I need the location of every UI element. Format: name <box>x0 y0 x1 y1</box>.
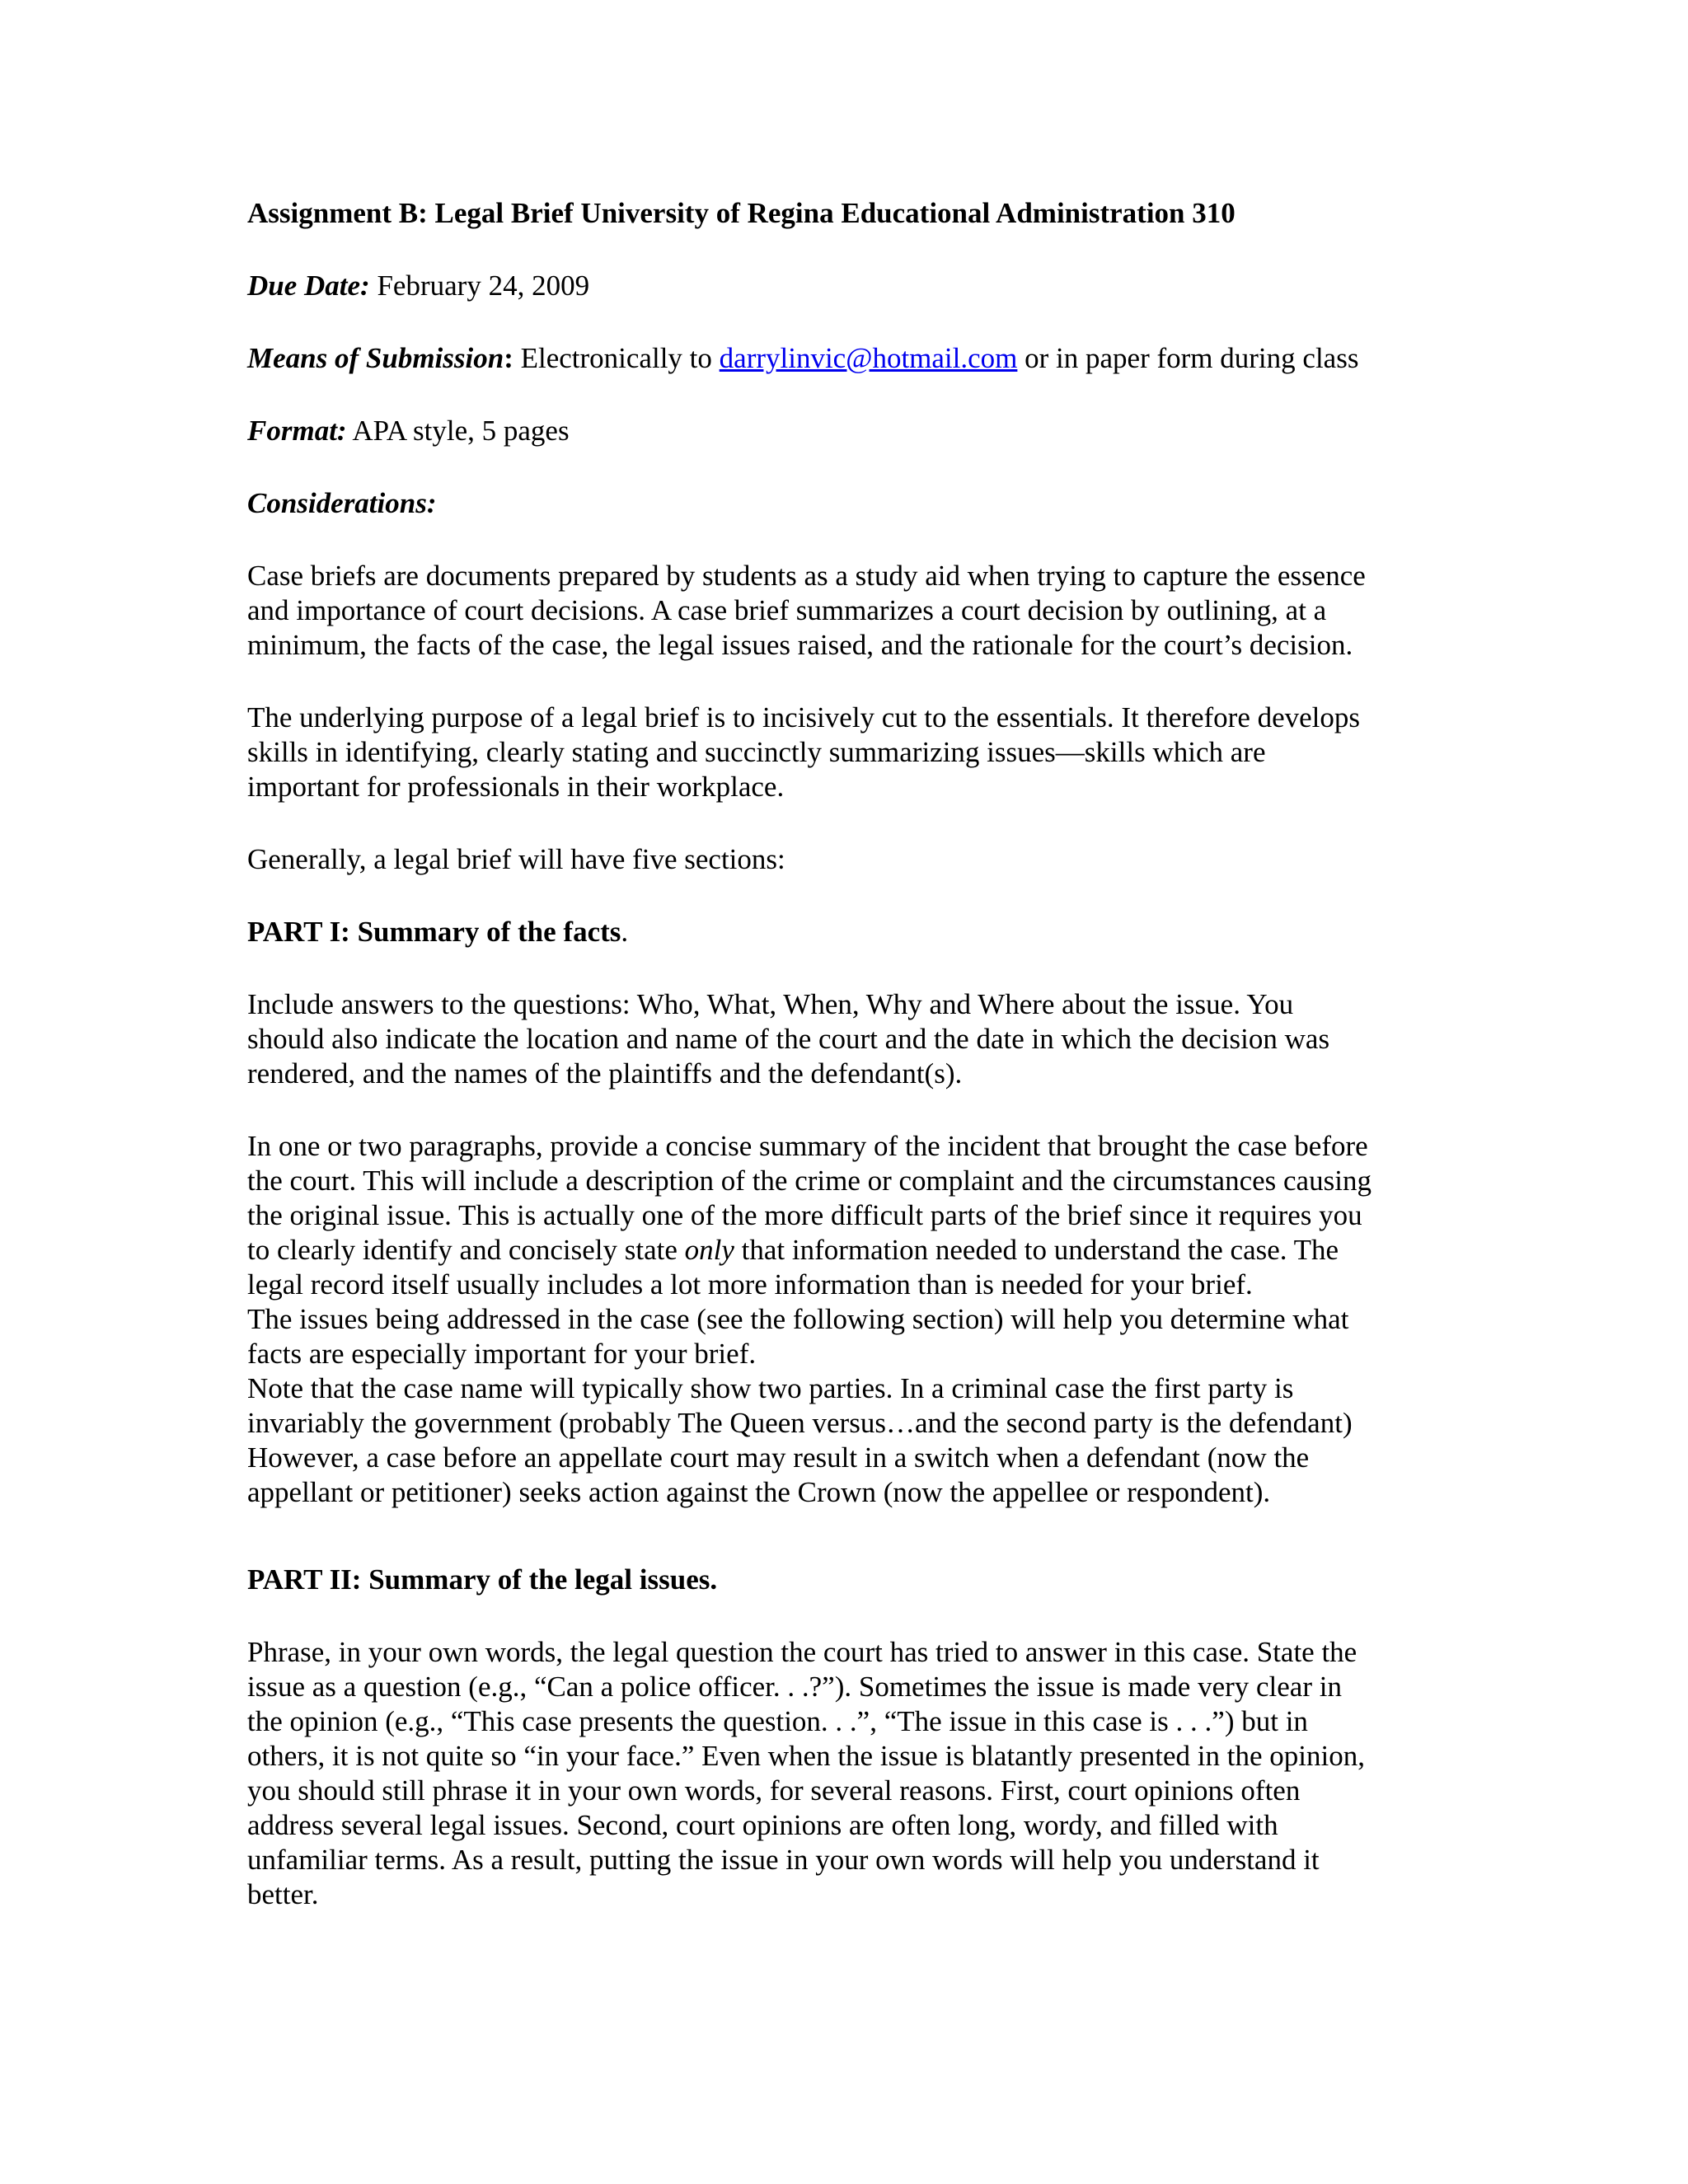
part-1-heading-period: . <box>621 916 629 948</box>
submission-suffix: or in paper form during class <box>1017 342 1359 374</box>
line-text: to clearly identify and concisely state <box>247 1234 685 1266</box>
part-1-heading <box>247 915 1434 949</box>
paragraph-line: Include answers to the questions: Who, What, When, Why and Where about the issue. You <box>247 988 1294 1020</box>
paragraph-line: invariably the government (probably The Queen versus…and the second party is the defendant) <box>247 1407 1353 1439</box>
due-date-line <box>247 269 1434 303</box>
considerations-heading: Considerations: <box>247 487 437 519</box>
part-2-heading: PART II: Summary of the legal issues. <box>247 1563 718 1596</box>
part-1-heading-text: PART I: Summary of the facts <box>247 916 621 948</box>
paragraph-line: legal record itself usually includes a lot more information than is needed for your brief. <box>247 1268 1253 1301</box>
paragraph-line: address several legal issues. Second, court opinions are often long, wordy, and filled with <box>247 1809 1278 1841</box>
submission-label: Means of Submission <box>247 342 504 374</box>
paragraph-line: However, a case before an appellate court may result in a switch when a defendant (now the <box>247 1441 1310 1474</box>
submission-prefix: Electronically to <box>513 342 720 374</box>
paragraph-line: Note that the case name will typically show two parties. In a criminal case the first party is <box>247 1372 1294 1404</box>
due-date-label: Due Date: <box>247 269 370 302</box>
paragraph-line: the opinion (e.g., “This case presents the question. . .”, “The issue in this case is . . .”) but in <box>247 1705 1308 1737</box>
paragraph-line: minimum, the facts of the case, the legal issues raised, and the rationale for the court’s decision. <box>247 629 1353 661</box>
paragraph-line: Phrase, in your own words, the legal question the court has tried to answer in this case. State the <box>247 1636 1357 1668</box>
paragraph-line: Case briefs are documents prepared by students as a study aid when trying to capture the essence <box>247 560 1366 592</box>
paragraph-line: the court. This will include a description of the crime or complaint and the circumstances causing <box>247 1165 1372 1197</box>
line-text: that information needed to understand the case. The <box>734 1234 1339 1266</box>
due-date-value: February 24, 2009 <box>369 269 590 302</box>
paragraph-line: better. <box>247 1878 319 1910</box>
intro-paragraph-3: Generally, a legal brief will have five sections: <box>247 843 785 875</box>
paragraph-line: skills in identifying, clearly stating and succinctly summarizing issues—skills which are <box>247 736 1266 768</box>
paragraph-line: The issues being addressed in the case (see the following section) will help you determine what <box>247 1303 1349 1335</box>
part-2-paragraph-1 <box>247 1635 1434 1912</box>
part-1-paragraph-2 <box>247 1129 1434 1510</box>
paragraph-line: and importance of court decisions. A case brief summarizes a court decision by outlining, at a <box>247 594 1327 626</box>
format-line <box>247 414 1434 448</box>
submission-colon: : <box>504 342 513 374</box>
format-label: Format: <box>247 415 347 447</box>
format-value: APA style, 5 pages <box>346 415 570 447</box>
intro-paragraph-1 <box>247 559 1434 663</box>
paragraph-line <box>247 1233 1434 1268</box>
paragraph-line: The underlying purpose of a legal brief is to incisively cut to the essentials. It therefore develops <box>247 701 1361 733</box>
submission-email-link[interactable]: darrylinvic@hotmail.com <box>719 342 1018 374</box>
paragraph-line: In one or two paragraphs, provide a concise summary of the incident that brought the case before <box>247 1130 1368 1162</box>
paragraph-line: facts are especially important for your brief. <box>247 1338 757 1370</box>
paragraph-line: important for professionals in their workplace. <box>247 771 785 803</box>
emphasis-only: only <box>684 1234 734 1266</box>
paragraph-line: appellant or petitioner) seeks action against the Crown (now the appellee or respondent). <box>247 1476 1271 1508</box>
intro-paragraph-2 <box>247 701 1434 804</box>
paragraph-line: issue as a question (e.g., “Can a police officer. . .?”). Sometimes the issue is made very clear in <box>247 1671 1342 1703</box>
paragraph-line: the original issue. This is actually one of the more difficult parts of the brief since it requires you <box>247 1199 1362 1231</box>
paragraph-line: you should still phrase it in your own words, for several reasons. First, court opinions often <box>247 1774 1301 1807</box>
paragraph-line: others, it is not quite so “in your face.” Even when the issue is blatantly presented in the opinion, <box>247 1740 1365 1772</box>
paragraph-line: unfamiliar terms. As a result, putting the issue in your own words will help you understand it <box>247 1844 1320 1876</box>
paragraph-line: rendered, and the names of the plaintiffs and the defendant(s). <box>247 1057 963 1090</box>
paragraph-line: should also indicate the location and name of the court and the date in which the decision was <box>247 1023 1330 1055</box>
document-title: Assignment B: Legal Brief University of Regina Educational Administration 310 <box>247 197 1236 229</box>
part-1-paragraph-1 <box>247 987 1434 1091</box>
submission-line <box>247 341 1434 376</box>
